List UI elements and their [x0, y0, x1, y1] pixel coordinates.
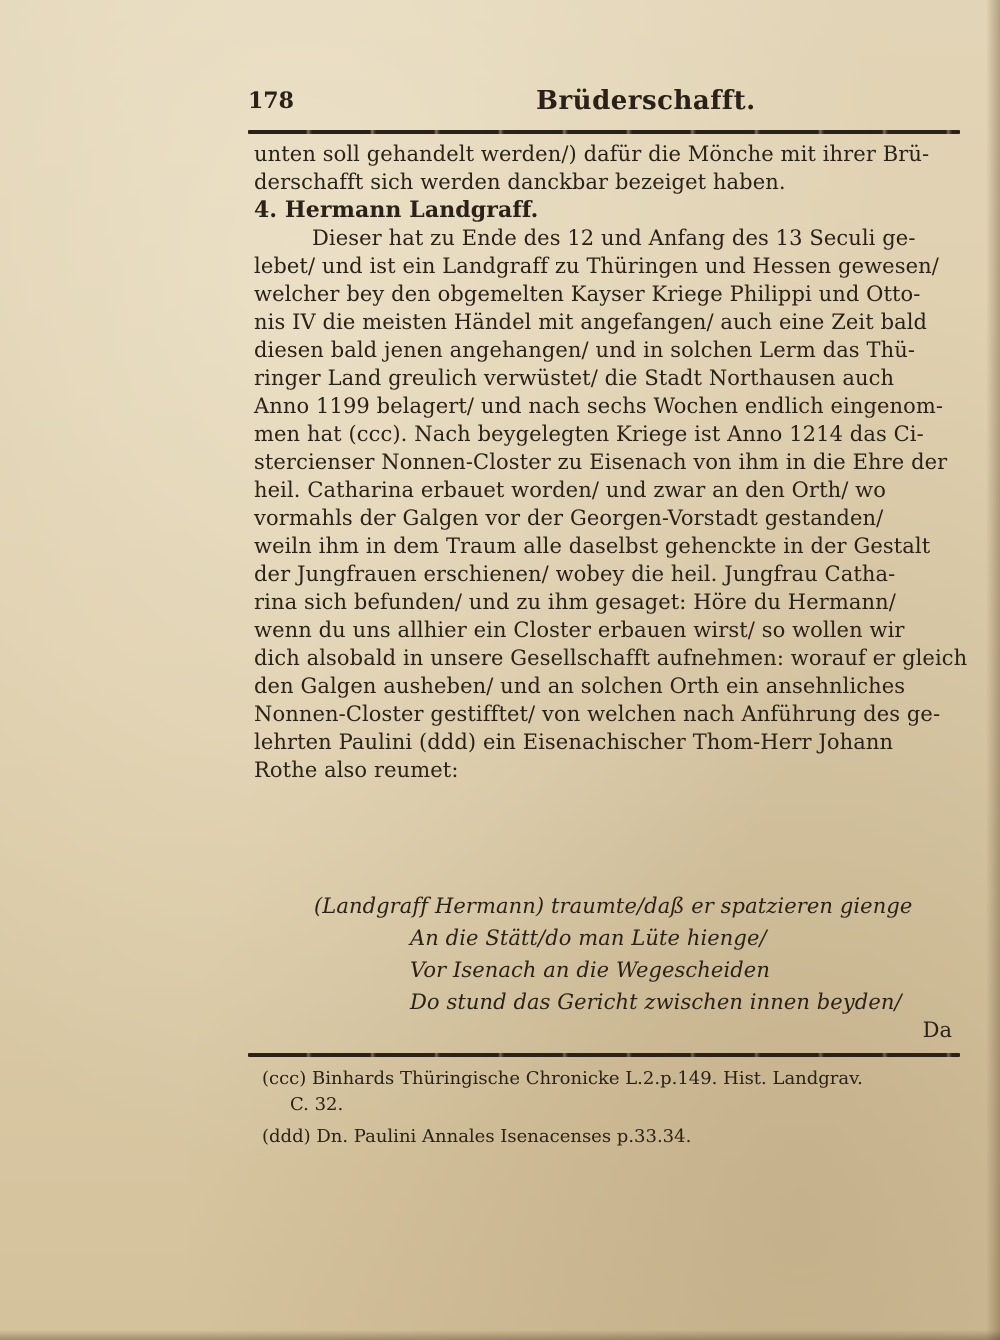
verse-line: An die Stätt/do man Lüte hienge/	[410, 926, 767, 950]
text-line: den Galgen ausheben/ und an solchen Orth ein ansehnliches	[254, 674, 906, 698]
text-line: weiln ihm in dem Traum alle daselbst gehenckte in der Gestalt	[254, 534, 931, 558]
text-line: rina sich befunden/ und zu ihm gesaget: Höre du Hermann/	[254, 590, 896, 614]
text-line: welcher bey den obgemelten Kayser Kriege Philippi und Otto-	[254, 282, 921, 306]
footnote-ccc-continuation: C. 32.	[290, 1094, 344, 1115]
body-text	[254, 140, 968, 784]
running-head: Brüderschafft.	[536, 86, 756, 116]
text-line: diesen bald jenen angehangen/ und in solchen Lerm das Thü-	[254, 338, 916, 362]
verse-quote	[254, 890, 960, 1018]
page-edge-shadow	[986, 0, 1000, 1340]
text-line: wenn du uns allhier ein Closter erbauen wirst/ so wollen wir	[254, 618, 905, 642]
page-header	[248, 82, 960, 122]
catchword: Da	[922, 1018, 952, 1042]
text-line: lehrten Paulini (ddd) ein Eisenachischer Thom-Herr Johann	[254, 730, 894, 754]
text-line: unten soll gehandelt werden/) dafür die Mönche mit ihrer Brü-	[254, 142, 930, 166]
text-line: vormahls der Galgen vor der Georgen-Vorstadt gestanden/	[254, 506, 884, 530]
text-line: nis IV die meisten Händel mit angefangen/ auch eine Zeit bald	[254, 310, 928, 334]
text-line: men hat (ccc). Nach beygelegten Kriege ist Anno 1214 das Ci-	[254, 422, 924, 446]
text-line: heil. Catharina erbauet worden/ und zwar an den Orth/ wo	[254, 478, 887, 502]
text-line: der Jungfrauen erschienen/ wobey die heil. Jungfrau Catha-	[254, 562, 896, 586]
page-bottom-shadow	[0, 1330, 1000, 1340]
verse-line: (Landgraff Hermann) traumte/daß er spatzieren gienge	[314, 894, 913, 918]
text-line: lebet/ und ist ein Landgraff zu Thüringen und Hessen gewesen/	[254, 254, 939, 278]
text-line: derschafft sich werden danckbar bezeiget haben.	[254, 170, 786, 194]
text-line: Anno 1199 belagert/ und nach sechs Wochen endlich eingenom-	[254, 394, 944, 418]
text-line: Nonnen-Closter gestifftet/ von welchen nach Anführung des ge-	[254, 702, 941, 726]
footnote-ddd: (ddd) Dn. Paulini Annales Isenacenses p.33.34.	[262, 1126, 692, 1147]
section-heading: 4. Hermann Landgraff.	[254, 197, 539, 223]
verse-line: Vor Isenach an die Wegescheiden	[410, 958, 770, 982]
text-line: stercienser Nonnen-Closter zu Eisenach von ihm in die Ehre der	[254, 450, 948, 474]
header-rule	[248, 130, 960, 134]
footnote-ccc: (ccc) Binhards Thüringische Chronicke L.2.p.149. Hist. Landgrav.	[262, 1068, 863, 1089]
text-line: Dieser hat zu Ende des 12 und Anfang des 13 Seculi ge-	[312, 226, 916, 250]
footnotes	[262, 1066, 962, 1150]
text-line: dich alsobald in unsere Gesellschafft aufnehmen: worauf er gleich	[254, 646, 968, 670]
footnote-rule	[248, 1053, 960, 1057]
text-line: Rothe also reumet:	[254, 758, 459, 782]
text-line: ringer Land greulich verwüstet/ die Stadt Northausen auch	[254, 366, 895, 390]
page-number: 178	[248, 88, 294, 114]
verse-line: Do stund das Gericht zwischen innen beyden/	[410, 990, 902, 1014]
